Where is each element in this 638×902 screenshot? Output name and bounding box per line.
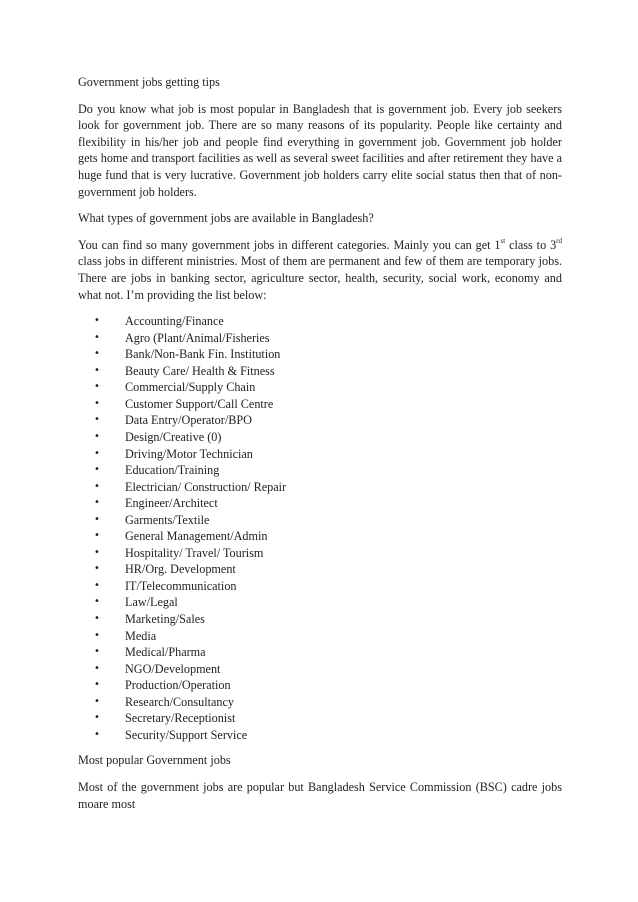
bullet-icon: •: [94, 513, 100, 525]
list-item-label: Beauty Care/ Health & Fitness: [125, 363, 275, 378]
list-item-label: Driving/Motor Technician: [125, 446, 253, 461]
bullet-icon: •: [94, 480, 100, 492]
list-item: [78, 677, 562, 694]
list-item-label: IT/Telecommunication: [125, 578, 237, 593]
list-item: [78, 495, 562, 512]
list-item: [78, 412, 562, 429]
list-item: [78, 727, 562, 744]
document-page: [78, 74, 562, 822]
popular-heading: Most popular Government jobs: [78, 753, 231, 768]
bullet-icon: •: [94, 414, 100, 426]
bullet-icon: •: [94, 646, 100, 658]
bullet-icon: •: [94, 348, 100, 360]
list-item: [78, 512, 562, 529]
list-item-label: Secretary/Receptionist: [125, 711, 236, 726]
list-item: [78, 710, 562, 727]
list-item-label: Customer Support/Call Centre: [125, 396, 274, 411]
list-item-label: Data Entry/Operator/BPO: [125, 413, 252, 428]
list-item-label: Medical/Pharma: [125, 645, 206, 660]
list-item: [78, 346, 562, 363]
bullet-icon: •: [94, 546, 100, 558]
bullet-icon: •: [94, 596, 100, 608]
bullet-icon: •: [94, 497, 100, 509]
list-item: [78, 561, 562, 578]
list-item: [78, 661, 562, 678]
job-category-list: [78, 313, 562, 743]
list-item-label: Design/Creative (0): [125, 429, 222, 444]
bullet-icon: •: [94, 695, 100, 707]
superscript-st: st: [500, 236, 506, 245]
list-item: [78, 446, 562, 463]
bullet-icon: •: [94, 381, 100, 393]
list-item: [78, 429, 562, 446]
types-text-part2: class to 3: [505, 237, 557, 252]
list-item: [78, 479, 562, 496]
list-item: [78, 330, 562, 347]
list-item-label: NGO/Development: [125, 661, 221, 676]
list-item: [78, 644, 562, 661]
list-item: [78, 694, 562, 711]
bullet-icon: •: [94, 464, 100, 476]
bullet-icon: •: [94, 728, 100, 740]
list-item: [78, 396, 562, 413]
list-item: [78, 462, 562, 479]
list-item-label: Electrician/ Construction/ Repair: [125, 479, 287, 494]
types-paragraph: [78, 237, 562, 303]
bullet-icon: •: [94, 579, 100, 591]
types-heading: What types of government jobs are available in Bangladesh?: [78, 211, 374, 226]
bullet-icon: •: [94, 364, 100, 376]
superscript-rd: rd: [556, 236, 563, 245]
types-text-part3: class jobs in different ministries. Most of them are permanent and few of them are temporary jobs. There are jobs in banking sector, agriculture sector, health, security, social work, economy and what not. I’m providing the list below:: [78, 254, 562, 302]
list-item-label: Research/Consultancy: [125, 694, 234, 709]
bullet-icon: •: [94, 629, 100, 641]
types-text-part1: You can find so many government jobs in different categories. Mainly you can get 1: [78, 237, 501, 252]
bullet-icon: •: [94, 662, 100, 674]
list-item-label: Security/Support Service: [125, 727, 248, 742]
list-item: [78, 611, 562, 628]
bullet-icon: •: [94, 315, 100, 327]
bullet-icon: •: [94, 430, 100, 442]
list-item-label: Media: [125, 628, 157, 643]
list-item-label: HR/Org. Development: [125, 562, 236, 577]
list-item-label: Agro (Plant/Animal/Fisheries: [125, 330, 270, 345]
list-item-label: Education/Training: [125, 463, 220, 478]
bullet-icon: •: [94, 712, 100, 724]
intro-paragraph: Do you know what job is most popular in Bangladesh that is government job. Every job seekers look for government job. There are so many reasons of its popularity. People like certainty and flexibility in his/her job and people find everything in government job. Government job holder gets home and transport facilities as well as several sweet facilities and after retirement they have a huge fund that is very lucrative. Government job holders carry elite social status then that of non-government job holders.: [78, 101, 562, 199]
list-item-label: Commercial/Supply Chain: [125, 380, 256, 395]
list-item-label: Law/Legal: [125, 595, 178, 610]
list-item: [78, 313, 562, 330]
list-item: [78, 594, 562, 611]
bullet-icon: •: [94, 612, 100, 624]
bullet-icon: •: [94, 397, 100, 409]
document-title: Government jobs getting tips: [78, 75, 220, 89]
list-item: [78, 379, 562, 396]
popular-paragraph: Most of the government jobs are popular but Bangladesh Service Commission (BSC) cadre jobs moare most: [78, 779, 562, 811]
list-item-label: Garments/Textile: [125, 512, 210, 527]
list-item: [78, 528, 562, 545]
bullet-icon: •: [94, 679, 100, 691]
bullet-icon: •: [94, 447, 100, 459]
list-item-label: General Management/Admin: [125, 529, 268, 544]
list-item: [78, 363, 562, 380]
list-item-label: Accounting/Finance: [125, 314, 224, 329]
list-item: [78, 578, 562, 595]
list-item-label: Engineer/Architect: [125, 496, 218, 511]
list-item-label: Production/Operation: [125, 678, 231, 693]
list-item-label: Marketing/Sales: [125, 611, 205, 626]
list-item: [78, 628, 562, 645]
bullet-icon: •: [94, 563, 100, 575]
list-item-label: Hospitality/ Travel/ Tourism: [125, 545, 264, 560]
bullet-icon: •: [94, 331, 100, 343]
list-item-label: Bank/Non-Bank Fin. Institution: [125, 347, 281, 362]
bullet-icon: •: [94, 530, 100, 542]
list-item: [78, 545, 562, 562]
